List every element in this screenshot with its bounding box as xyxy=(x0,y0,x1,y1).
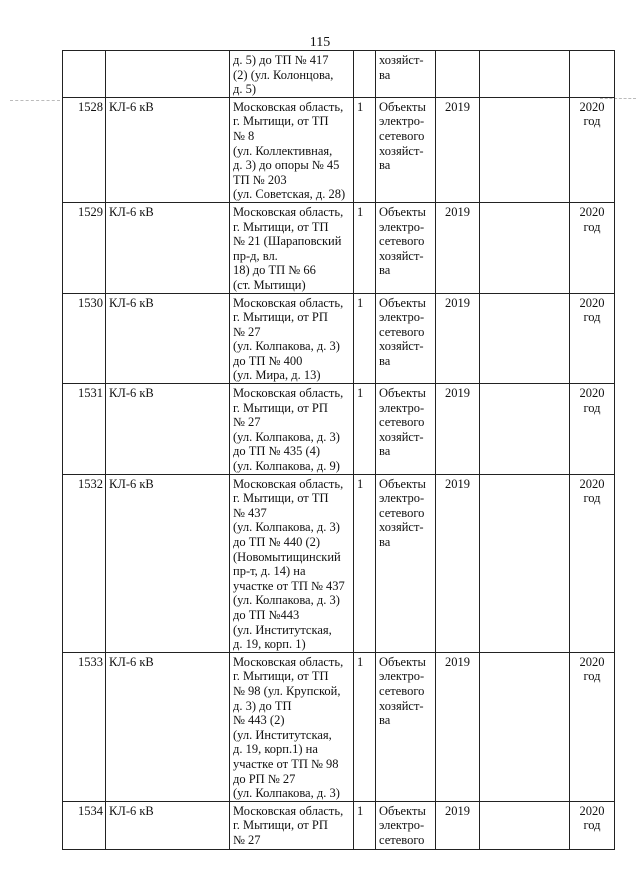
table-row xyxy=(63,202,615,293)
table-row xyxy=(63,384,615,475)
object-location: Московская область, г. Мытищи, от ТП № 21 (Шараповский пр-д, вл. 18) до ТП № 66 (ст. Мытищи) xyxy=(230,202,354,293)
object-name: КЛ-6 кВ xyxy=(106,652,230,801)
empty-cell xyxy=(480,384,570,475)
plan-period: 2020 год xyxy=(570,652,615,801)
row-number: 1534 xyxy=(63,801,106,849)
object-location: Московская область, г. Мытищи, от РП № 27 (ул. Колпакова, д. 3) до ТП № 435 (4) (ул. Колпакова, д. 9) xyxy=(230,384,354,475)
empty-cell xyxy=(480,474,570,652)
row-number: 1533 xyxy=(63,652,106,801)
object-quantity: 1 xyxy=(354,652,376,801)
empty-cell xyxy=(480,801,570,849)
object-year: 2019 xyxy=(436,801,480,849)
object-quantity: 1 xyxy=(354,97,376,202)
object-year: 2019 xyxy=(436,202,480,293)
object-quantity: 1 xyxy=(354,384,376,475)
plan-period: 2020 год xyxy=(570,474,615,652)
object-type: хозяйст- ва xyxy=(376,51,436,98)
object-location: д. 5) до ТП № 417 (2) (ул. Колонцова, д. 5) xyxy=(230,51,354,98)
table-row xyxy=(63,652,615,801)
object-location: Московская область, г. Мытищи, от ТП № 437 (ул. Колпакова, д. 3) до ТП № 440 (2) (Новомытищинский пр-т, д. 14) на участке от ТП № 437 (ул. Колпакова, д. 3) до ТП №443 (ул. Институтская, д. 19, корп. 1) xyxy=(230,474,354,652)
empty-cell xyxy=(480,51,570,98)
object-name: КЛ-6 кВ xyxy=(106,384,230,475)
scan-artifact-left xyxy=(10,100,60,101)
plan-period: 2020 год xyxy=(570,801,615,849)
object-quantity: 1 xyxy=(354,293,376,384)
object-quantity: 1 xyxy=(354,474,376,652)
row-number: 1530 xyxy=(63,293,106,384)
plan-period: 2020 год xyxy=(570,384,615,475)
object-type: Объекты электро- сетевого хозяйст- ва xyxy=(376,384,436,475)
object-year: 2019 xyxy=(436,97,480,202)
object-type: Объекты электро- сетевого хозяйст- ва xyxy=(376,97,436,202)
row-number: 1532 xyxy=(63,474,106,652)
object-location: Московская область, г. Мытищи, от ТП № 98 (ул. Крупской, д. 3) до ТП № 443 (2) (ул. Институтская, д. 19, корп.1) на участке от ТП № 98 до РП № 27 (ул. Колпакова, д. 3) xyxy=(230,652,354,801)
object-name xyxy=(106,51,230,98)
empty-cell xyxy=(480,652,570,801)
object-type: Объекты электро- сетевого хозяйст- ва xyxy=(376,652,436,801)
empty-cell xyxy=(480,293,570,384)
object-location: Московская область, г. Мытищи, от ТП № 8 (ул. Коллективная, д. 3) до опоры № 45 ТП № 203 (ул. Советская, д. 28) xyxy=(230,97,354,202)
object-location: Московская область, г. Мытищи, от РП № 27 xyxy=(230,801,354,849)
object-type: Объекты электро- сетевого хозяйст- ва xyxy=(376,202,436,293)
table-row xyxy=(63,474,615,652)
plan-period: 2020 год xyxy=(570,293,615,384)
object-year: 2019 xyxy=(436,652,480,801)
registry-table xyxy=(62,50,615,850)
object-name: КЛ-6 кВ xyxy=(106,202,230,293)
plan-period: 2020 год xyxy=(570,202,615,293)
row-number: 1531 xyxy=(63,384,106,475)
object-year: 2019 xyxy=(436,293,480,384)
plan-period: 2020 год xyxy=(570,97,615,202)
object-quantity: 1 xyxy=(354,801,376,849)
object-year: 2019 xyxy=(436,474,480,652)
object-name: КЛ-6 кВ xyxy=(106,474,230,652)
table-row xyxy=(63,801,615,849)
object-type: Объекты электро- сетевого xyxy=(376,801,436,849)
object-name: КЛ-6 кВ xyxy=(106,97,230,202)
object-type: Объекты электро- сетевого хозяйст- ва xyxy=(376,293,436,384)
object-year xyxy=(436,51,480,98)
row-number: 1529 xyxy=(63,202,106,293)
object-year: 2019 xyxy=(436,384,480,475)
object-quantity xyxy=(354,51,376,98)
plan-period xyxy=(570,51,615,98)
empty-cell xyxy=(480,97,570,202)
table-row xyxy=(63,97,615,202)
table-row xyxy=(63,51,615,98)
object-location: Московская область, г. Мытищи, от РП № 27 (ул. Колпакова, д. 3) до ТП № 400 (ул. Мира, д. 13) xyxy=(230,293,354,384)
object-name: КЛ-6 кВ xyxy=(106,801,230,849)
empty-cell xyxy=(480,202,570,293)
row-number xyxy=(63,51,106,98)
object-name: КЛ-6 кВ xyxy=(106,293,230,384)
object-quantity: 1 xyxy=(354,202,376,293)
object-type: Объекты электро- сетевого хозяйст- ва xyxy=(376,474,436,652)
table-row xyxy=(63,293,615,384)
page-number: 115 xyxy=(309,35,331,50)
row-number: 1528 xyxy=(63,97,106,202)
